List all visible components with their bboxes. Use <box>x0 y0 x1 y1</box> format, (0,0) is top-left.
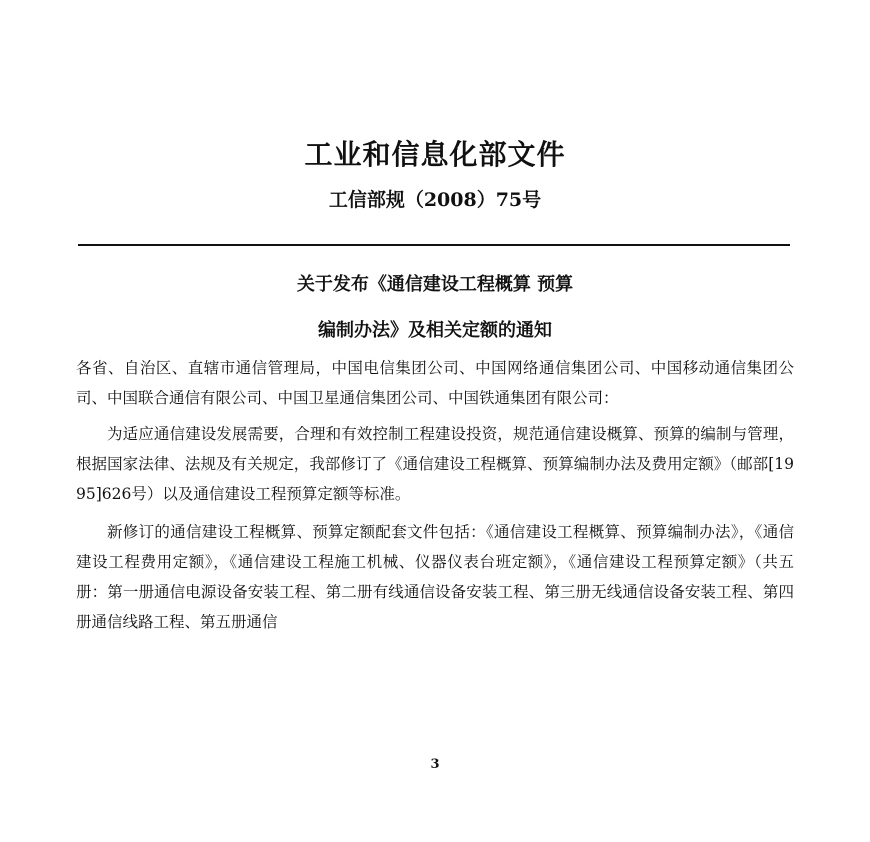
notice-body <box>76 353 794 637</box>
body-paragraph-2: 新修订的通信建设工程概算、预算定额配套文件包括：《通信建设工程概算、预算编制办法》，《通信建设工程费用定额》，《通信建设工程施工机械、仪器仪表台班定额》，《通信建设工程预算定额》（共五册：第一册通信电源设备安装工程、第二册有线通信设备安装工程、第三册无线通信设备安装工程、第四册通信线路工程、第五册通信 <box>76 523 794 631</box>
addressee-paragraph: 各省、自治区、直辖市通信管理局，中国电信集团公司、中国网络通信集团公司、中国移动通信集团公司、中国联合通信有限公司、中国卫星通信集团公司、中国铁通集团有限公司： <box>76 359 794 407</box>
document-title: 工业和信息化部文件 <box>304 138 566 171</box>
notice-title-line-1: 关于发布《通信建设工程概算 预算 <box>296 274 574 295</box>
page-number: 3 <box>430 757 440 772</box>
document-number: 工信部规（2008）75号 <box>328 189 542 211</box>
body-paragraph-1: 为适应通信建设发展需要，合理和有效控制工程建设投资，规范通信建设概算、预算的编制与管理，根据国家法律、法规及有关规定，我部修订了《通信建设工程概算、预算编制办法及费用定额》（邮部[1995]626号）以及通信建设工程预算定额等标准。 <box>76 425 794 503</box>
header-divider <box>78 244 790 246</box>
notice-title-line-2: 编制办法》及相关定额的通知 <box>318 320 552 341</box>
